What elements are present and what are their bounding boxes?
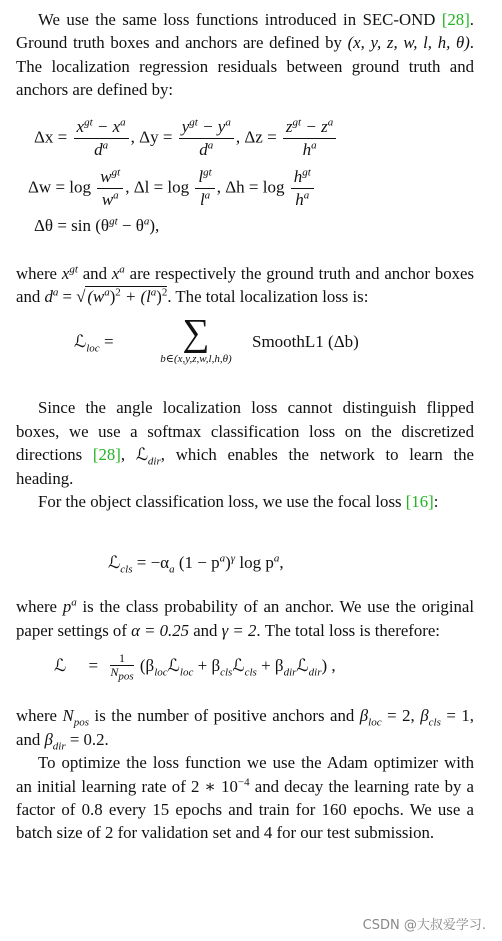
equation-residuals-xyz [34, 116, 474, 162]
paragraph-2: where $x^{gt}$ and $x^a$ are respectively the ground truth and anchor boxes and $d^a$ = √ $(w^a)^2 + (l^a)^2$. The total localization loss is: [16, 263, 474, 307]
paragraph-1 [16, 8, 474, 102]
eq-term: , Δh = log [216, 177, 285, 197]
eq-term: , Δl = log [125, 177, 190, 197]
text: We use the same loss functions introduced in SEC-OND [38, 10, 442, 29]
sqrt-expression: $(w^a)^2 + (l^a)^2$ [87, 286, 168, 307]
paragraph-7: To optimize the loss function we use the Adam optimizer with an initial learning rate of 2 ∗ $10^{-4}$ and decay the learning rate by a factor of 0.8 every 15 epochs and train for 160 epochs. We use a batch size of 2 for validation set and 4 for our test submission. [16, 753, 474, 843]
text: . The localization regression residuals between ground truth and anchors are defined by: [16, 33, 474, 100]
citation-28[interactable]: [28] [92, 445, 121, 465]
fraction: $\frac{w^{gt}}{w^a}$ [97, 166, 123, 211]
watermark: CSDN @大叔爱学习. [362, 918, 486, 933]
paragraph-4: For the object classification loss, we use the focal loss [16]: [38, 492, 439, 512]
citation-16[interactable]: [16] [405, 492, 434, 512]
paragraph-3: Since the angle localization loss cannot distinguish flipped boxes, we use a softmax classification loss on the discretized directions [28], ℒ$_{dir}$, which enables the network to learn the heading. [16, 398, 475, 488]
fraction: $\frac{x^{gt} - x^a}{d^a}$ [74, 116, 129, 161]
fraction: $\frac{l^{gt}}{l^a}$ [195, 166, 214, 211]
paragraph-6: where $N_{pos}$ is the number of positive anchors and $\beta_{loc} = 2$, $\beta_{cls} = 1$, and $\beta_{dir} = 0.2$. [16, 706, 474, 753]
equation-focal-loss: ℒ$_{cls}$ = $-\alpha_a$ $(1 - p^a)^\gamma$ $\log p^a$, [108, 552, 284, 576]
fraction: $\frac{y^{gt} - y^a}{d^a}$ [179, 116, 234, 161]
eq-term: , Δz = [235, 127, 277, 147]
citation-28[interactable]: [28] [441, 10, 470, 29]
eq-term: Δw = log [28, 177, 92, 197]
math-tuple: (x, y, z, w, l, h, θ) [347, 33, 470, 53]
text: . Ground truth boxes and anchors are defined by [16, 10, 474, 53]
equation-total-loss: ℒ = $\frac{1}{N_{pos}}$ ($\beta_{loc}ℒ_{loc}$ + $\beta_{cls}ℒ_{cls}$ + $\beta_{dir}ℒ_{dir}$) , [54, 651, 336, 683]
paragraph-5: where $p^a$ is the class probability of an anchor. We use the original paper settings of α = 0.25 and γ = 2. The total loss is therefore: [16, 596, 474, 640]
paper-page [16, 8, 474, 845]
fraction: $\frac{h^{gt}}{h^a}$ [291, 166, 314, 211]
sum-symbol: ∑ [182, 312, 210, 355]
equation-loc-loss: ℒ$_{loc}$ = ∑ b∈(x,y,z,w,l,h,θ) SmoothL1 (Δb) [74, 312, 359, 366]
equation-residual-theta: $\Delta\theta = \sin (\theta^{gt} - \theta^a)$, [34, 214, 160, 235]
fraction: $\frac{z^{gt} - z^a}{h^a}$ [283, 116, 336, 161]
eq-term: , Δy = [130, 127, 173, 147]
equation-residuals-wlh [28, 166, 474, 212]
eq-term: Δx = [34, 127, 68, 147]
fraction: $\frac{1}{N_{pos}}$ [110, 651, 134, 683]
